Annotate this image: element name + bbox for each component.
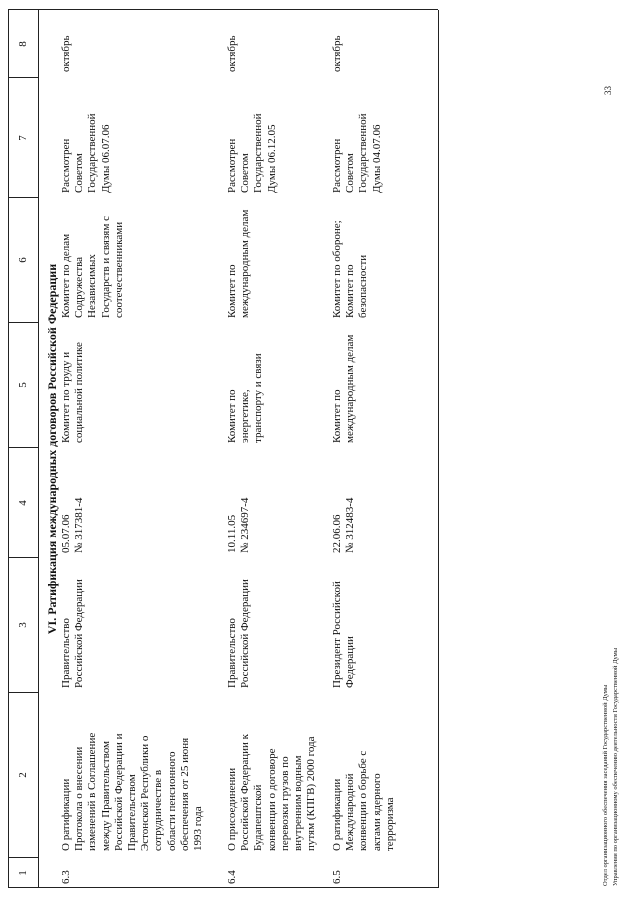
- row-initiator: Правительство Российской Федерации: [226, 579, 252, 688]
- footer-directorate: Управления по организационному обеспечению деятельности Государственной Думы: [612, 647, 619, 886]
- row-status: Рассмотрен Советом Государственной Думы 06.12.05: [226, 113, 278, 193]
- row-title: О ратификации Протокола о внесении изменений в Соглашение между Правительством Российской Федерации и Правительством Эстонской Республики о сотрудничестве в области пенсионного обеспечения от 25 июня 1993 года: [60, 732, 205, 851]
- row-initiator: Президент Российской Федерации: [331, 581, 357, 688]
- col-divider: [8, 692, 38, 693]
- col-divider: [8, 447, 38, 448]
- column-number: 5: [17, 382, 29, 388]
- row-title: О присоединении Российской Федерации к Будапештской конвенции о договоре перевозки грузов по внутренним водным путям (КПГВ) 2000 года: [226, 733, 318, 851]
- row-committee: Комитет по международным делам: [331, 334, 357, 443]
- row-id: 6.3: [60, 870, 72, 884]
- row-month: октябрь: [60, 35, 72, 72]
- row-title: О ратификации Международной конвенции о борьбе с актами ядерного терроризма: [331, 750, 396, 851]
- legislation-table: [8, 10, 438, 888]
- column-number: 2: [17, 772, 29, 778]
- header-divider: [38, 10, 39, 888]
- row-co-committee: Комитет по делам Содружества Независимых Государств и связям с соотечественниками: [60, 216, 125, 318]
- row-registration: 05.07.06 № 317381-4: [60, 497, 86, 553]
- column-number: 4: [17, 500, 29, 506]
- row-registration: 22.06.06 № 312483-4: [331, 497, 357, 553]
- row-id: 6.4: [226, 870, 238, 884]
- table-border-top: [8, 10, 9, 888]
- column-number: 8: [17, 41, 29, 47]
- row-committee: Комитет по труду и социальной политике: [60, 342, 86, 443]
- row-status: Рассмотрен Советом Государственной Думы 06.07.06: [60, 113, 112, 193]
- footer-department: Отдел организационного обеспечения заседаний Государственной Думы: [602, 684, 609, 886]
- row-month: октябрь: [226, 35, 238, 72]
- table-border-bottom: [438, 10, 439, 888]
- section-title: VI. Ратификация международных договоров Российской Федерации: [45, 263, 59, 635]
- row-id: 6.5: [331, 870, 343, 884]
- row-month: октябрь: [331, 35, 343, 72]
- table-border-right: [8, 9, 438, 10]
- column-number: 6: [17, 257, 29, 263]
- row-registration: 10.11.05 № 234697-4: [226, 497, 252, 553]
- row-initiator: Правительство Российской Федерации: [60, 579, 86, 688]
- row-co-committee: Комитет по обороне; Комитет по безопасности: [331, 220, 370, 318]
- row-co-committee: Комитет по международным делам: [226, 209, 252, 318]
- col-divider: [8, 77, 38, 78]
- col-divider: [8, 197, 38, 198]
- column-number: 7: [17, 135, 29, 141]
- column-number: 1: [17, 870, 29, 876]
- column-number: 3: [17, 622, 29, 628]
- col-divider: [8, 557, 38, 558]
- page-number: 33: [603, 86, 613, 95]
- row-status: Рассмотрен Советом Государственной Думы 04.07.06: [331, 113, 383, 193]
- table-border-left: [8, 887, 438, 888]
- col-divider: [8, 322, 38, 323]
- row-committee: Комитет по энергетике, транспорту и связи: [226, 353, 265, 443]
